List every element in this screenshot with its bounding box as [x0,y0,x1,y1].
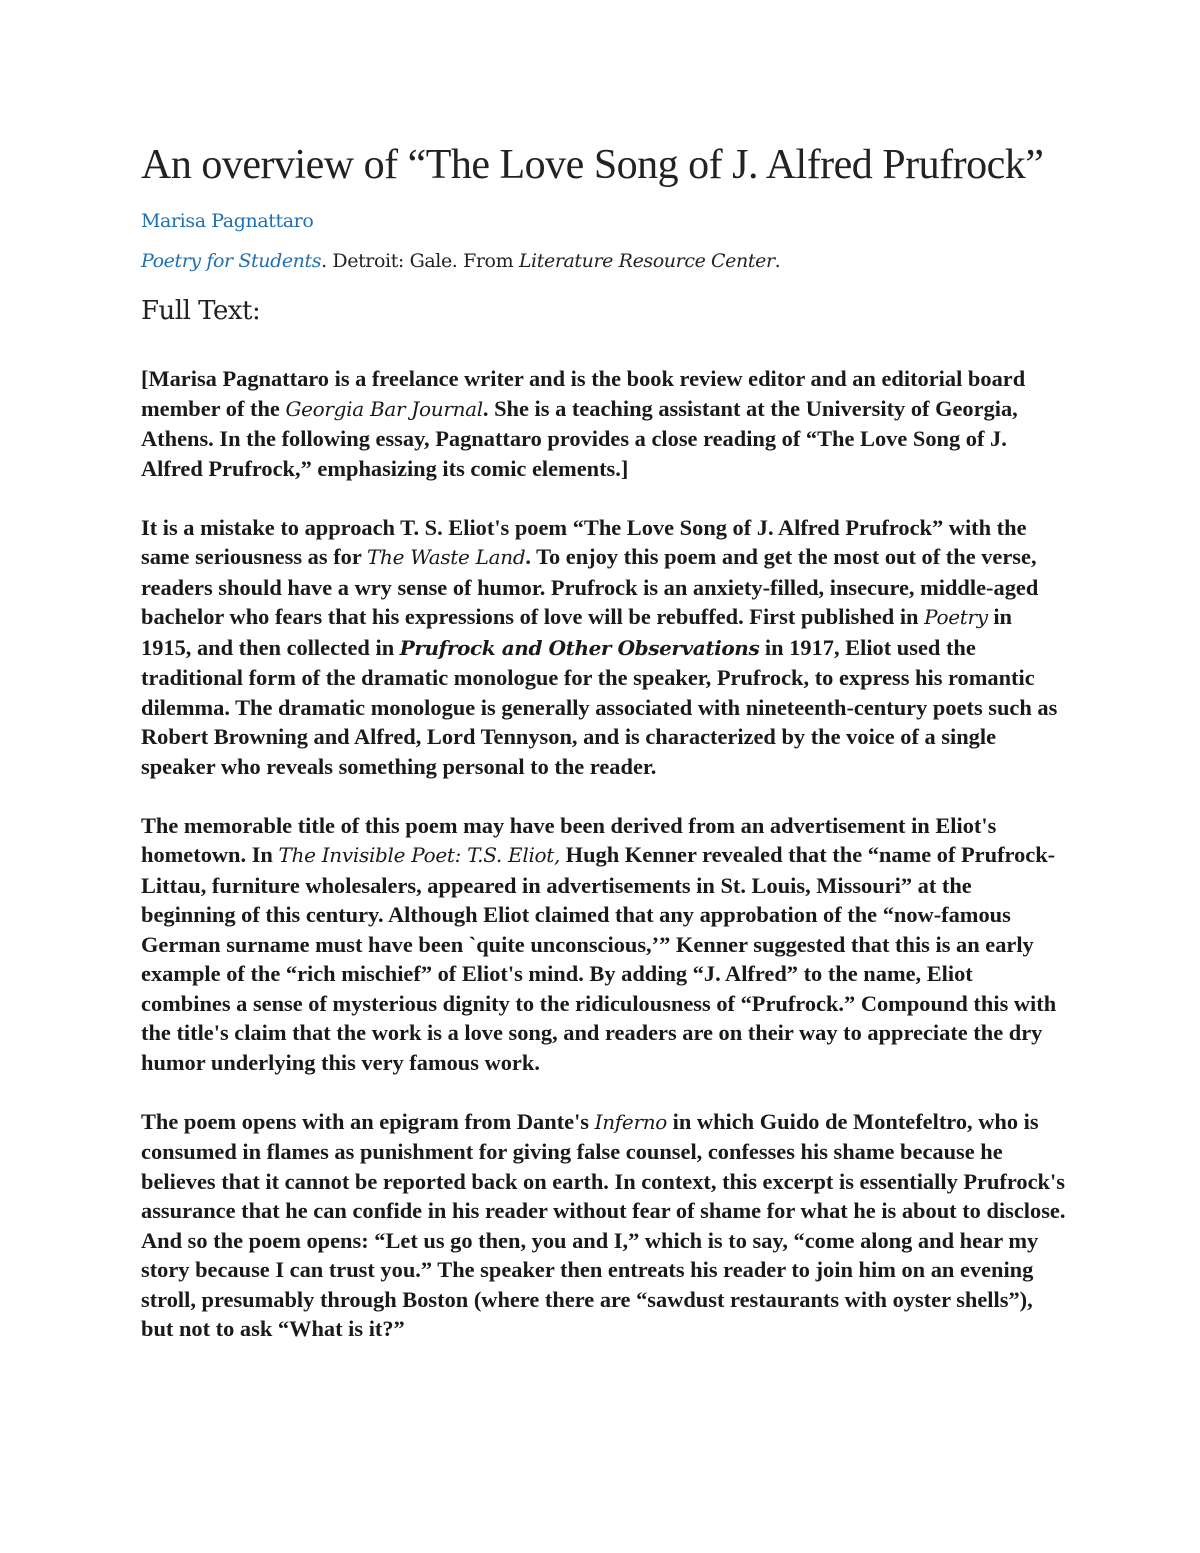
italic-run: The Invisible Poet: T.S. Eliot, [278,843,561,867]
paragraph-4 [141,1107,1066,1344]
database-name: Literature Resource Center [518,250,775,272]
publication-link[interactable]: Poetry for Students [141,250,322,272]
italic-run: The Waste Land [366,545,526,569]
text-run: with the same seriousness as for [141,514,1027,569]
bold-italic-run: Prufrock and Other Observations [399,635,760,660]
text-run: . To enjoy this poem and get the most out of the verse, readers should have a wry sense of humor. Prufrock is an anxiety-filled, insecure, middle-aged bachelor who fears that his expressions of love will be rebuffed. First published in [141,544,1039,629]
full-text-heading: Full Text: [141,296,261,326]
text-run: The poem opens with an epigram from Dante's [141,1108,595,1134]
text-run: Hugh Kenner revealed that the “name of Prufrock-Littau, furniture wholesalers, appeared in advertisements in St. Louis, Missouri” at the beginning of this century. Although Eliot claimed that any approbation of the “now-famous German surname must have been `quite unconscious,’” Kenner suggested that this is an early example of the “rich mischief” of Eliot's mind. By adding “J. Alfred” to the name, Eliot combines a sense of mysterious dignity to the ridiculousness of “Prufrock.” Compound this with the title's claim that the work is a love song, and readers are on their way to appreciate the dry humor underlying this very famous work. [141,842,1057,1075]
text-run: [Marisa Pagnattaro is a freelance writer and is the book review editor and an editorial board member of the [141,366,1026,421]
text-run: It is a mistake to approach T. S. Eliot's poem [141,514,573,540]
italic-run: Inferno [594,1109,668,1134]
italic-run: Poetry [924,605,988,629]
document-page [141,140,1066,1344]
source-separator: . Detroit: Gale. From [321,250,519,272]
article-title: An overview of “The Love Song of J. Alfred Prufrock” [141,142,1044,188]
text-run: in 1917, Eliot used the traditional form of the dramatic monologue for the speaker, Prufrock, to express his romantic dilemma. The dramatic monologue is generally associated with nineteenth-century poets such as Robert Browning and Alfred, Lord Tennyson, and is characterized by the voice of a single speaker who reveals something personal to the reader. [141,634,1058,779]
italic-run: Georgia Bar Journal [285,396,483,421]
author-link[interactable]: Marisa Pagnattaro [141,210,314,232]
bold-run: “The Love Song of J. Alfred Prufrock” [572,514,944,540]
text-run: . She is a teaching assistant at the University of Georgia, Athens. In the following essay, Pagnattaro provides a close reading of “The Love Song of J. Alfred Prufrock,” emphasizing its comic elements.] [141,395,1018,481]
paragraph-2 [141,513,1066,782]
text-run: in which Guido de Montefeltro, who is consumed in flames as punishment for giving false counsel, confesses his shame because he believes that it cannot be reported back on earth. In context, this excerpt is essentially Prufrock's assurance that he can confide in his reader without fear of shame for what he is about to disclose. And so the poem opens: “Let us go then, you and I,” which is to say, “come along and hear my story because I can trust you.” The speaker then entreats his reader to join him on an evening stroll, presumably through Boston (where there are “sawdust restaurants with oyster shells”), but not to ask “What is it?” [141,1108,1066,1341]
source-citation [141,248,1066,274]
text-run: The memorable title of this poem may have been derived from an advertisement in Eliot's hometown. In [141,812,997,867]
paragraph-3 [141,811,1066,1078]
text-run: in 1915, and then collected in [141,604,1013,660]
paragraph-intro [141,364,1066,483]
source-end: . [774,250,781,272]
